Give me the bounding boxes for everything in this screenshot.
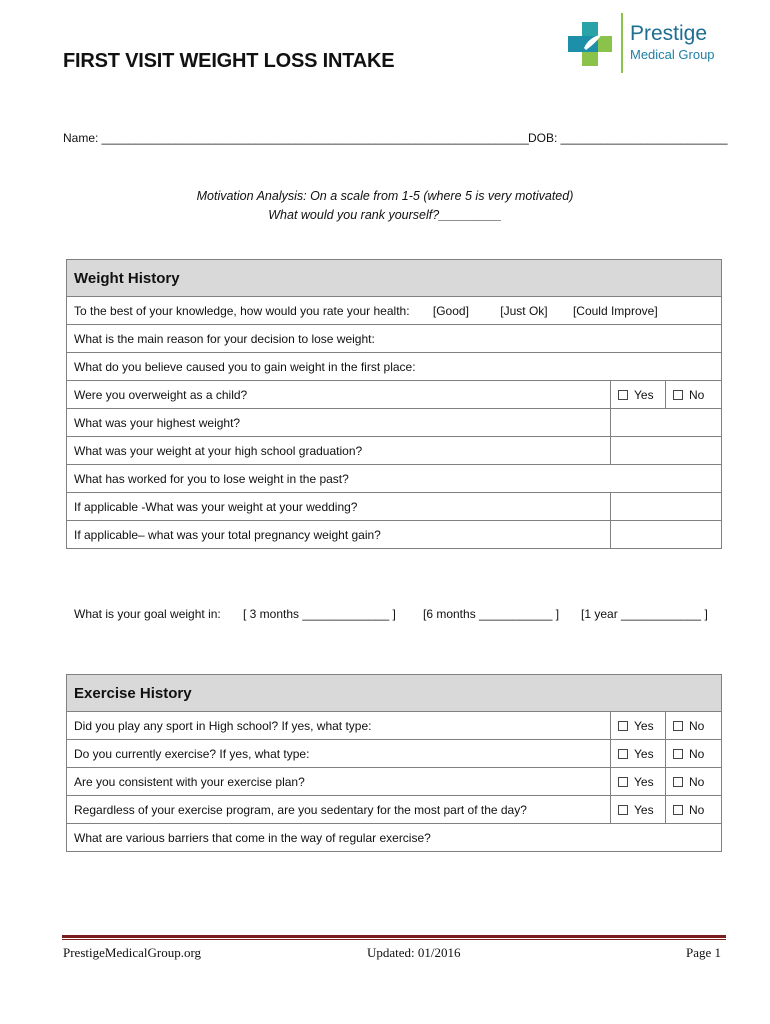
exercise-no[interactable]	[666, 740, 722, 768]
exercise-question: Did you play any sport in High school? If yes, what type:	[67, 712, 611, 740]
wedding-weight-answer[interactable]	[611, 493, 722, 521]
exercise-no[interactable]	[666, 796, 722, 824]
overweight-child-no[interactable]	[666, 381, 722, 409]
pregnancy-weight-answer[interactable]	[611, 521, 722, 549]
overweight-child-yes[interactable]	[611, 381, 666, 409]
footer-divider-thin	[62, 939, 726, 940]
checkbox-icon[interactable]	[618, 390, 628, 400]
rating-just-ok[interactable]: [Just Ok]	[500, 303, 548, 318]
no-label: No	[689, 774, 705, 789]
name-field[interactable]: Name: ________________________________________________________________	[63, 131, 529, 145]
exercise-yes[interactable]	[611, 712, 666, 740]
pregnancy-weight-question: If applicable– what was your total pregnancy weight gain?	[67, 521, 611, 549]
yes-label: Yes	[634, 387, 654, 402]
motivation-line1: Motivation Analysis: On a scale from 1-5 (where 5 is very motivated)	[196, 189, 574, 203]
exercise-yes[interactable]	[611, 768, 666, 796]
barriers-row[interactable]: What are various barriers that come in the way of regular exercise?	[67, 824, 722, 852]
checkbox-icon[interactable]	[673, 805, 683, 815]
highest-weight-answer[interactable]	[611, 409, 722, 437]
overweight-child-question: Were you overweight as a child?	[67, 381, 611, 409]
dob-field[interactable]: DOB: _________________________	[528, 131, 728, 145]
goal-1-year[interactable]: [1 year ____________ ]	[581, 607, 708, 621]
footer-divider	[62, 935, 726, 938]
rating-could-improve[interactable]: [Could Improve]	[572, 303, 658, 318]
checkbox-icon[interactable]	[673, 390, 683, 400]
yes-label: Yes	[634, 774, 654, 789]
exercise-history-table	[66, 674, 722, 852]
checkbox-icon[interactable]	[618, 749, 628, 759]
yes-label: Yes	[634, 718, 654, 733]
reason-row[interactable]: What is the main reason for your decision to lose weight:	[67, 325, 722, 353]
exercise-no[interactable]	[666, 712, 722, 740]
graduation-weight-question: What was your weight at your high school graduation?	[67, 437, 611, 465]
exercise-question: Are you consistent with your exercise plan?	[67, 768, 611, 796]
worked-row[interactable]: What has worked for you to lose weight in the past?	[67, 465, 722, 493]
exercise-no[interactable]	[666, 768, 722, 796]
no-label: No	[689, 746, 705, 761]
footer-updated: Updated: 01/2016	[367, 945, 461, 960]
logo-name: Prestige	[630, 22, 708, 45]
logo-cross-icon	[568, 22, 612, 66]
no-label: No	[689, 718, 705, 733]
rating-good[interactable]: [Good]	[432, 303, 469, 318]
weight-history-heading: Weight History	[67, 260, 722, 297]
footer-website: PrestigeMedicalGroup.org	[63, 945, 202, 960]
no-label: No	[689, 802, 705, 817]
checkbox-icon[interactable]	[618, 805, 628, 815]
health-rating-row	[67, 297, 722, 325]
goal-6-months[interactable]: [6 months ___________ ]	[423, 607, 560, 621]
health-rating-question: To the best of your knowledge, how would you rate your health:	[74, 303, 410, 318]
yes-label: Yes	[634, 746, 654, 761]
page-title: FIRST VISIT WEIGHT LOSS INTAKE	[63, 50, 395, 72]
highest-weight-question: What was your highest weight?	[67, 409, 611, 437]
goal-3-months[interactable]: [ 3 months _____________ ]	[243, 607, 396, 621]
motivation-line2[interactable]: What would you rank yourself?_________	[268, 208, 502, 222]
logo-divider	[621, 13, 623, 73]
checkbox-icon[interactable]	[673, 721, 683, 731]
checkbox-icon[interactable]	[618, 721, 628, 731]
no-label: No	[689, 387, 705, 402]
exercise-yes[interactable]	[611, 796, 666, 824]
wedding-weight-question: If applicable -What was your weight at your wedding?	[67, 493, 611, 521]
weight-history-table	[66, 259, 722, 549]
exercise-history-heading: Exercise History	[67, 675, 722, 712]
checkbox-icon[interactable]	[673, 749, 683, 759]
cause-row[interactable]: What do you believe caused you to gain weight in the first place:	[67, 353, 722, 381]
logo-subtitle: Medical Group	[630, 47, 715, 62]
checkbox-icon[interactable]	[673, 777, 683, 787]
goal-weight-label: What is your goal weight in:	[74, 607, 221, 621]
checkbox-icon[interactable]	[618, 777, 628, 787]
yes-label: Yes	[634, 802, 654, 817]
graduation-weight-answer[interactable]	[611, 437, 722, 465]
exercise-yes[interactable]	[611, 740, 666, 768]
exercise-question: Regardless of your exercise program, are you sedentary for the most part of the day?	[67, 796, 611, 824]
exercise-question: Do you currently exercise? If yes, what type:	[67, 740, 611, 768]
footer-page-number: Page 1	[686, 945, 722, 960]
